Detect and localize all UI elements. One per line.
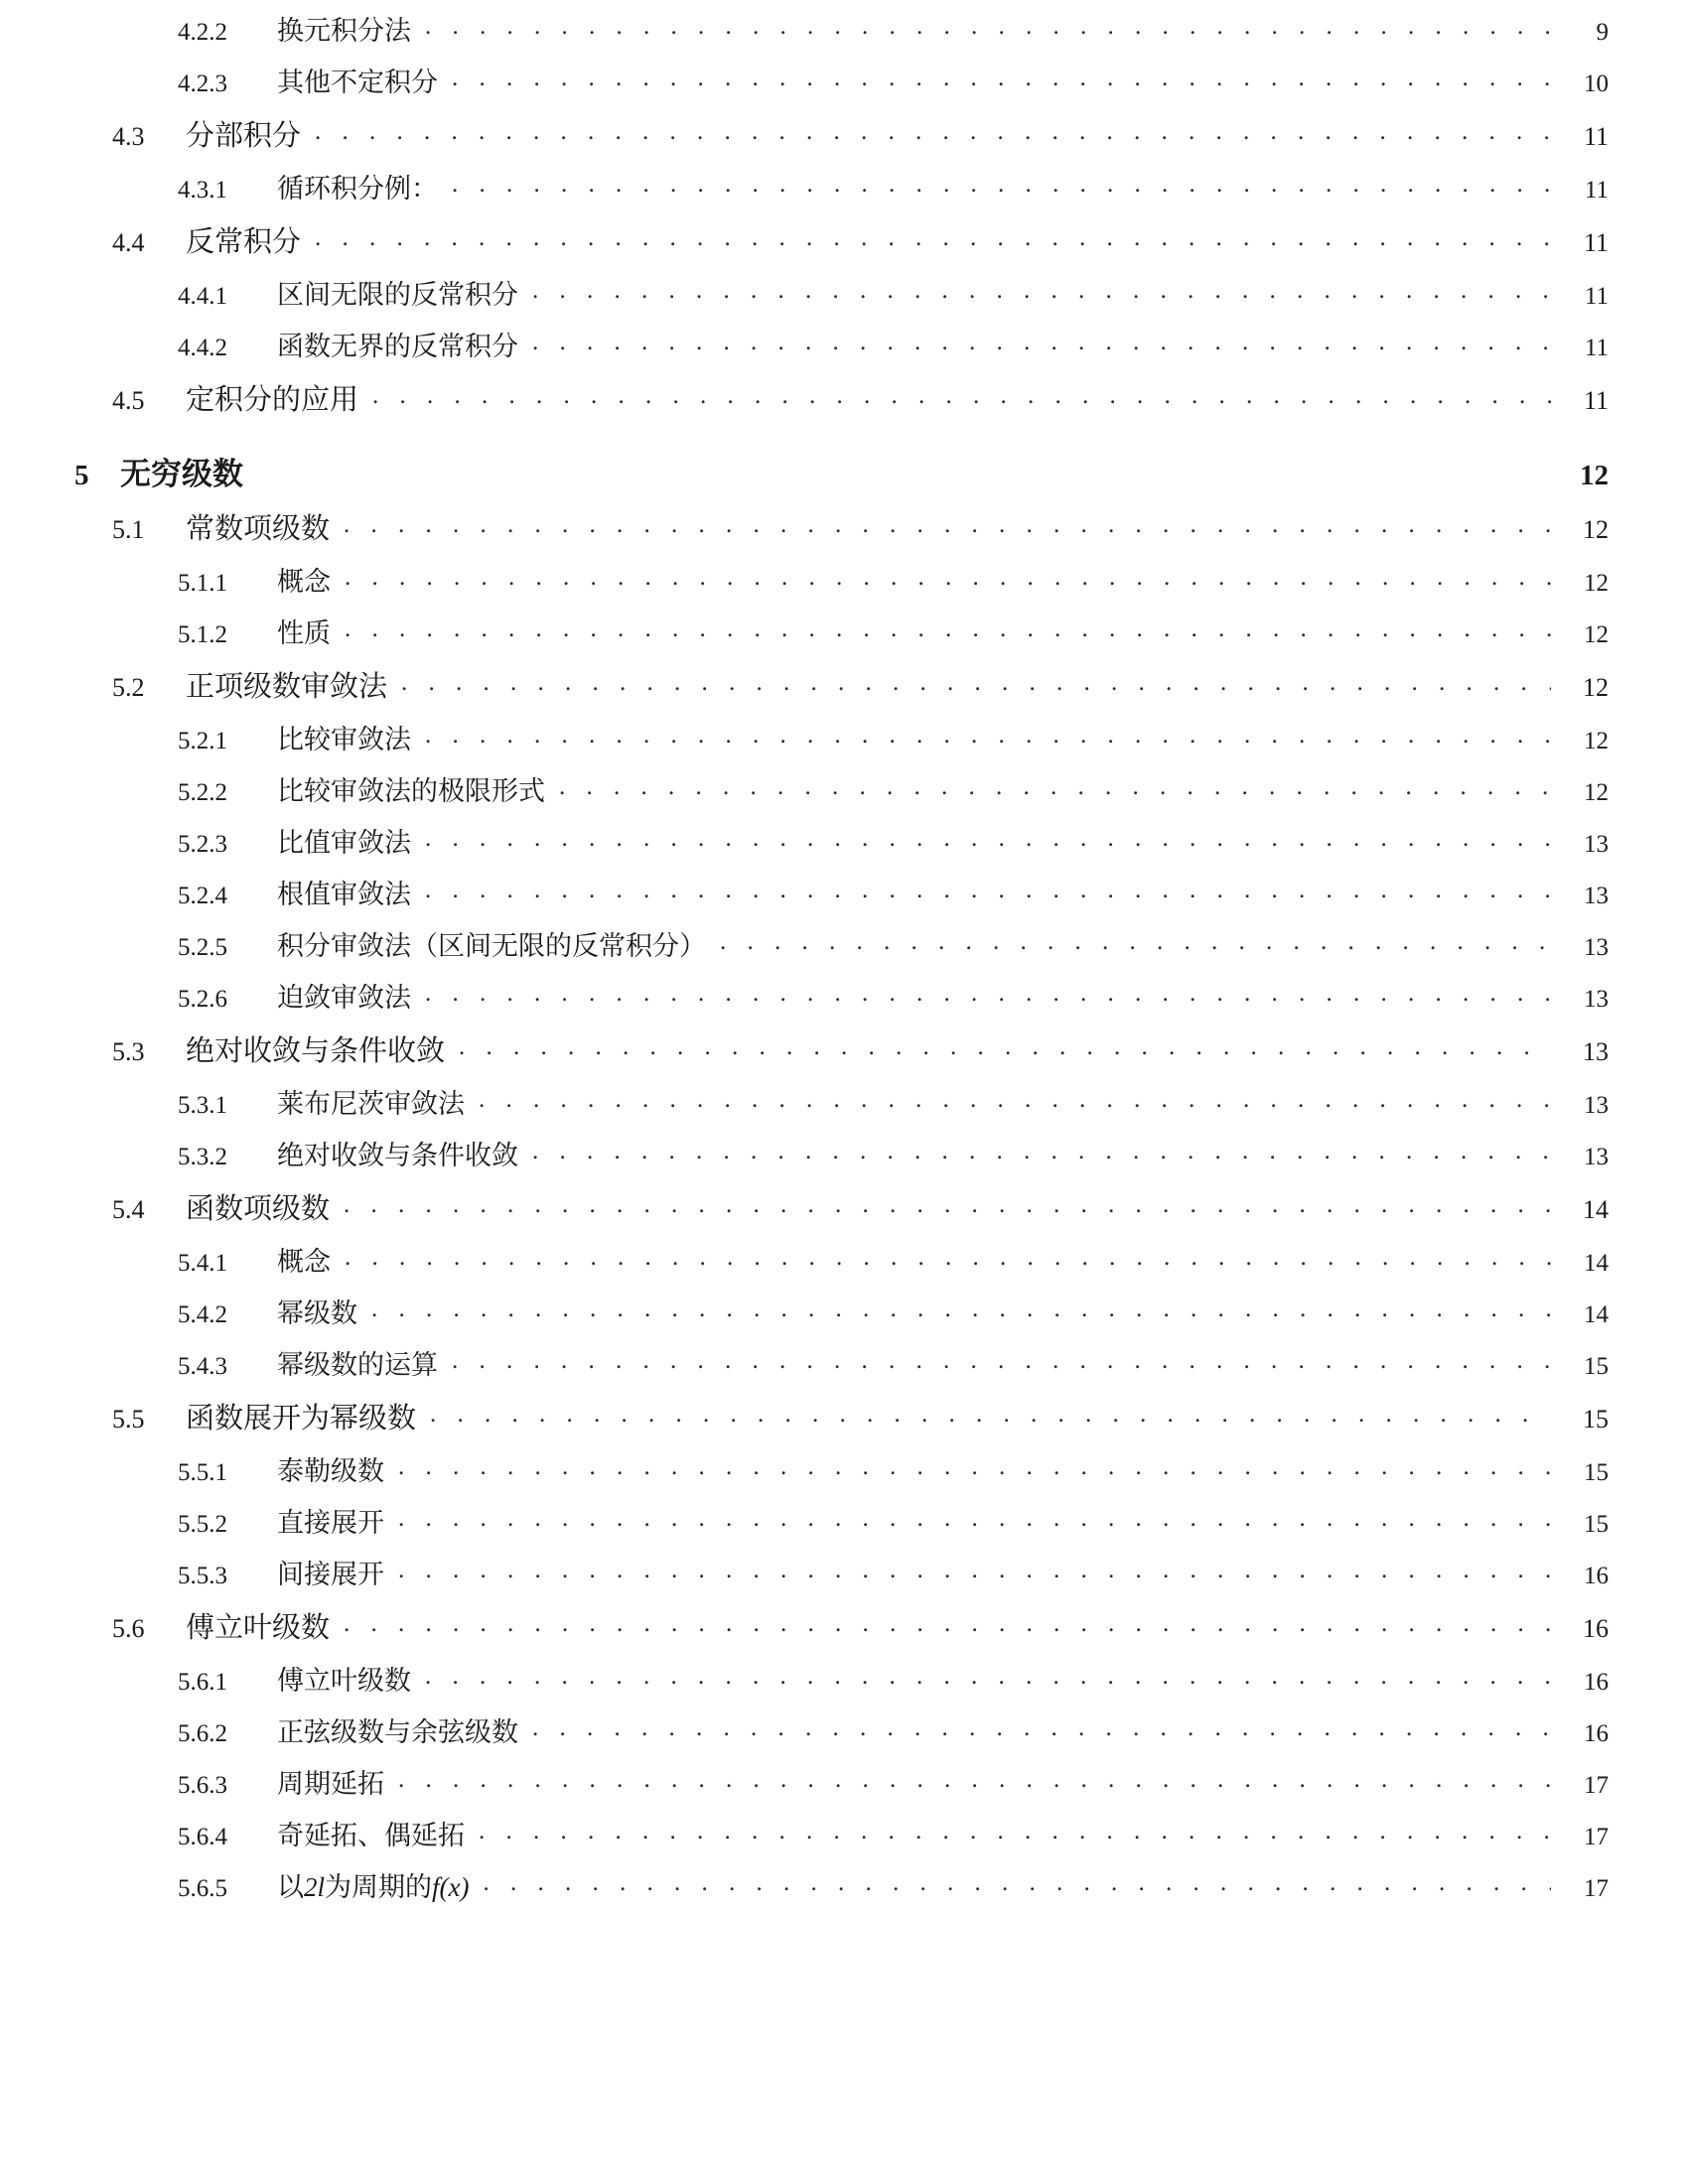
toc-entry-title: 奇延拓、偶延拓 bbox=[277, 1821, 465, 1850]
toc-entry-title: 比值审敛法 bbox=[277, 828, 411, 858]
toc-entry-page-number: 11 bbox=[1584, 283, 1609, 310]
toc-entry-title: 正项级数审敛法 bbox=[186, 671, 388, 703]
toc-dot-leader bbox=[452, 172, 1551, 198]
toc-entry-number: 5.5 bbox=[112, 1405, 145, 1433]
toc-entry-page-number: 17 bbox=[1584, 1875, 1609, 1902]
toc-dot-leader bbox=[452, 66, 1551, 91]
toc-entry-number: 5.4 bbox=[112, 1195, 145, 1224]
toc-entry-5-2-6[interactable] bbox=[74, 981, 1609, 1012]
toc-entry-page-number: 11 bbox=[1583, 122, 1609, 151]
toc-entry-title: 比较审敛法 bbox=[277, 725, 411, 754]
toc-entry-number: 4.2.2 bbox=[178, 19, 227, 46]
toc-entry-title: 间接展开 bbox=[277, 1560, 384, 1589]
toc-entry-page-number: 13 bbox=[1584, 986, 1609, 1013]
toc-entry-number: 5.2.3 bbox=[178, 831, 227, 858]
toc-dot-leader bbox=[425, 981, 1551, 1007]
toc-dot-leader bbox=[315, 223, 1551, 251]
toc-entry-number: 5.3.2 bbox=[178, 1144, 227, 1170]
toc-entry-title: 莱布尼茨审敛法 bbox=[277, 1089, 465, 1119]
toc-entry-5-2-4[interactable] bbox=[74, 878, 1609, 908]
toc-entry-number: 5.4.3 bbox=[178, 1353, 227, 1380]
toc-entry-5-6-5[interactable] bbox=[74, 1870, 1609, 1901]
toc-dot-leader bbox=[479, 1819, 1551, 1844]
toc-entry-4-3[interactable] bbox=[74, 117, 1609, 151]
toc-entry-5-5-3[interactable] bbox=[74, 1558, 1609, 1588]
toc-entry-page-number: 16 bbox=[1583, 1614, 1609, 1643]
toc-entry-page-number: 12 bbox=[1580, 460, 1609, 491]
toc-entry-number: 5.6.1 bbox=[178, 1669, 227, 1696]
toc-entry-5-2-1[interactable] bbox=[74, 723, 1609, 753]
toc-entry-title: 幂级数的运算 bbox=[277, 1350, 438, 1380]
toc-entry-page-number: 16 bbox=[1584, 1669, 1609, 1696]
toc-dot-leader bbox=[425, 14, 1551, 40]
toc-entry-4-4[interactable] bbox=[74, 223, 1609, 257]
toc-entry-4-2-2[interactable] bbox=[74, 14, 1609, 45]
toc-entry-page-number: 11 bbox=[1583, 228, 1609, 257]
toc-entry-number: 4.5 bbox=[112, 386, 145, 415]
toc-entry-5-5-2[interactable] bbox=[74, 1506, 1609, 1537]
toc-entry-page-number: 13 bbox=[1584, 1092, 1609, 1119]
toc-entry-title: 傅立叶级数 bbox=[277, 1666, 411, 1696]
toc-entry-number: 5.6.4 bbox=[178, 1824, 227, 1850]
toc-entry-5-6-3[interactable] bbox=[74, 1767, 1609, 1798]
toc-entry-5-5-1[interactable] bbox=[74, 1454, 1609, 1485]
toc-entry-page-number: 12 bbox=[1584, 779, 1609, 806]
toc-dot-leader bbox=[345, 616, 1551, 642]
toc-entry-title: 傅立叶级数 bbox=[186, 1612, 331, 1644]
toc-entry-page-number: 12 bbox=[1583, 515, 1609, 544]
toc-dot-leader bbox=[479, 1087, 1551, 1113]
toc-entry-title: 正弦级数与余弦级数 bbox=[277, 1717, 518, 1747]
toc-dot-leader bbox=[398, 1454, 1551, 1480]
toc-dot-leader bbox=[425, 723, 1551, 749]
toc-entry-page-number: 14 bbox=[1584, 1250, 1609, 1277]
toc-entry-4-5[interactable] bbox=[74, 381, 1609, 415]
toc-dot-leader bbox=[559, 774, 1551, 800]
toc-dot-leader bbox=[398, 1558, 1551, 1583]
toc-entry-number: 4.3.1 bbox=[178, 177, 227, 204]
toc-entry-title: 幂级数 bbox=[277, 1298, 357, 1328]
toc-entry-title: 概念 bbox=[277, 1247, 331, 1277]
toc-dot-leader bbox=[372, 381, 1551, 409]
toc-entry-title: 绝对收敛与条件收敛 bbox=[186, 1035, 446, 1067]
toc-entry-5-4-2[interactable] bbox=[74, 1297, 1609, 1327]
toc-entry-number: 5.6.3 bbox=[178, 1772, 227, 1799]
toc-entry-number: 5.5.1 bbox=[178, 1459, 227, 1486]
toc-entry-page-number: 13 bbox=[1583, 1037, 1609, 1066]
toc-entry-page-number: 13 bbox=[1584, 831, 1609, 858]
toc-entry-5-1-1[interactable] bbox=[74, 565, 1609, 596]
toc-entry-page-number: 15 bbox=[1584, 1353, 1609, 1380]
toc-entry-page-number: 12 bbox=[1584, 570, 1609, 597]
toc-entry-number: 5.2.6 bbox=[178, 986, 227, 1013]
toc-entry-page-number: 15 bbox=[1584, 1459, 1609, 1486]
toc-entry-page-number: 9 bbox=[1596, 19, 1609, 46]
toc-entry-page-number: 14 bbox=[1584, 1301, 1609, 1328]
toc-entry-number: 5.2.4 bbox=[178, 883, 227, 909]
toc-entry-number: 4.3 bbox=[112, 122, 145, 151]
toc-entry-number: 5.6 bbox=[112, 1614, 145, 1643]
toc-entry-page-number: 17 bbox=[1584, 1772, 1609, 1799]
toc-entry-5-6-4[interactable] bbox=[74, 1819, 1609, 1849]
toc-dot-leader bbox=[483, 1870, 1551, 1896]
toc-dot-leader bbox=[398, 1506, 1551, 1532]
toc-entry-title: 函数无界的反常积分 bbox=[277, 332, 518, 361]
toc-entry-page-number: 11 bbox=[1584, 335, 1609, 361]
toc-entry-number: 5.5.2 bbox=[178, 1511, 227, 1538]
toc-entry-5-6-1[interactable] bbox=[74, 1664, 1609, 1695]
toc-entry-title: 迫敛审敛法 bbox=[277, 983, 411, 1013]
toc-entry-title: 性质 bbox=[277, 618, 331, 648]
toc-entry-number: 4.2.3 bbox=[178, 70, 227, 97]
toc-title-fragment: f(x) bbox=[432, 1872, 470, 1902]
toc-entry-title: 函数展开为幂级数 bbox=[186, 1403, 417, 1434]
toc-entry-page-number: 13 bbox=[1584, 883, 1609, 909]
toc-entry-page-number: 11 bbox=[1584, 177, 1609, 204]
table-of-contents bbox=[74, 14, 1609, 1901]
toc-entry-number: 5.2.1 bbox=[178, 728, 227, 754]
toc-entry-number: 5.2.5 bbox=[178, 934, 227, 961]
toc-entry-number: 5.1.2 bbox=[178, 621, 227, 648]
toc-entry-number: 5.4.1 bbox=[178, 1250, 227, 1277]
toc-title-fragment: 以 bbox=[277, 1872, 304, 1902]
toc-entry-page-number: 12 bbox=[1584, 728, 1609, 754]
toc-entry-5-4-3[interactable] bbox=[74, 1348, 1609, 1379]
toc-dot-leader bbox=[452, 1348, 1551, 1374]
toc-entry-5-4[interactable] bbox=[74, 1190, 1609, 1224]
toc-entry-title: 换元积分法 bbox=[277, 16, 411, 46]
toc-entry-title: 比较审敛法的极限形式 bbox=[277, 776, 545, 806]
toc-dot-leader bbox=[344, 1190, 1551, 1218]
toc-dot-leader bbox=[345, 565, 1551, 591]
toc-entry-page-number: 12 bbox=[1583, 673, 1609, 702]
toc-entry-number: 5.3 bbox=[112, 1037, 145, 1066]
toc-entry-number: 5.1 bbox=[112, 515, 145, 544]
toc-entry-title: 直接展开 bbox=[277, 1508, 384, 1538]
toc-entry-title bbox=[277, 1874, 483, 1901]
toc-entry-number: 5.1.1 bbox=[178, 570, 227, 597]
toc-entry-number: 4.4.2 bbox=[178, 335, 227, 361]
toc-entry-number: 4.4 bbox=[112, 228, 145, 257]
toc-entry-title: 周期延拓 bbox=[277, 1769, 384, 1799]
toc-entry-title: 无穷级数 bbox=[120, 457, 243, 491]
toc-dot-leader bbox=[344, 510, 1551, 538]
toc-entry-number: 5.5.3 bbox=[178, 1563, 227, 1589]
toc-dot-leader bbox=[532, 278, 1551, 304]
toc-entry-title: 反常积分 bbox=[186, 226, 302, 258]
toc-dot-leader bbox=[425, 1664, 1551, 1690]
toc-entry-5-5[interactable] bbox=[74, 1400, 1609, 1433]
toc-dot-leader bbox=[315, 117, 1551, 145]
toc-entry-title: 循环积分例： bbox=[277, 174, 438, 204]
toc-entry-page-number: 15 bbox=[1583, 1405, 1609, 1433]
toc-entry-title: 绝对收敛与条件收敛 bbox=[277, 1141, 518, 1170]
toc-dot-leader bbox=[532, 1715, 1551, 1741]
toc-entry-page-number: 16 bbox=[1584, 1720, 1609, 1747]
toc-entry-5-2[interactable] bbox=[74, 668, 1609, 702]
toc-entry-page-number: 12 bbox=[1584, 621, 1609, 648]
toc-entry-number: 5.6.5 bbox=[178, 1875, 227, 1902]
toc-dot-leader bbox=[425, 878, 1551, 903]
toc-entry-title: 概念 bbox=[277, 567, 331, 597]
toc-entry-title: 区间无限的反常积分 bbox=[277, 280, 518, 310]
toc-entry-page-number: 13 bbox=[1584, 934, 1609, 961]
toc-entry-title: 函数项级数 bbox=[186, 1193, 331, 1225]
toc-entry-page-number: 11 bbox=[1583, 386, 1609, 415]
toc-dot-leader bbox=[344, 1609, 1551, 1637]
toc-title-fragment: 2l bbox=[304, 1872, 326, 1902]
toc-entry-4-2-3[interactable] bbox=[74, 66, 1609, 96]
toc-dot-leader bbox=[401, 668, 1551, 696]
toc-dot-leader bbox=[345, 1245, 1551, 1271]
toc-entry-4-4-2[interactable] bbox=[74, 330, 1609, 360]
toc-entry-5[interactable] bbox=[74, 455, 1609, 490]
toc-entry-title: 分部积分 bbox=[186, 120, 302, 152]
toc-entry-5-2-3[interactable] bbox=[74, 826, 1609, 857]
toc-entry-number: 5 bbox=[74, 460, 89, 491]
toc-entry-5-6-2[interactable] bbox=[74, 1715, 1609, 1746]
toc-entry-5-1-2[interactable] bbox=[74, 616, 1609, 647]
toc-dot-leader bbox=[398, 1767, 1551, 1793]
toc-dot-leader bbox=[425, 826, 1551, 852]
toc-dot-leader bbox=[459, 1032, 1551, 1060]
toc-entry-5-4-1[interactable] bbox=[74, 1245, 1609, 1276]
toc-entry-page-number: 13 bbox=[1584, 1144, 1609, 1170]
toc-entry-title: 其他不定积分 bbox=[277, 68, 438, 97]
toc-entry-number: 5.2 bbox=[112, 673, 145, 702]
toc-dot-leader bbox=[243, 455, 1551, 484]
toc-entry-title: 定积分的应用 bbox=[186, 384, 359, 416]
toc-entry-number: 5.6.2 bbox=[178, 1720, 227, 1747]
toc-entry-5-3-2[interactable] bbox=[74, 1139, 1609, 1169]
toc-title-fragment: 为周期的 bbox=[325, 1872, 433, 1902]
toc-entry-page-number: 16 bbox=[1584, 1563, 1609, 1589]
toc-dot-leader bbox=[532, 330, 1551, 355]
toc-dot-leader bbox=[430, 1400, 1551, 1428]
toc-entry-5-1[interactable] bbox=[74, 510, 1609, 544]
toc-entry-page-number: 10 bbox=[1584, 70, 1609, 97]
toc-entry-title: 常数项级数 bbox=[186, 513, 331, 545]
toc-entry-number: 5.2.2 bbox=[178, 779, 227, 806]
toc-entry-5-2-2[interactable] bbox=[74, 774, 1609, 805]
toc-entry-5-3-1[interactable] bbox=[74, 1087, 1609, 1118]
toc-entry-page-number: 15 bbox=[1584, 1511, 1609, 1538]
toc-dot-leader bbox=[371, 1297, 1551, 1322]
toc-entry-number: 5.4.2 bbox=[178, 1301, 227, 1328]
toc-entry-title: 积分审敛法（区间无限的反常积分） bbox=[277, 931, 706, 961]
toc-entry-page-number: 17 bbox=[1584, 1824, 1609, 1850]
toc-dot-leader bbox=[532, 1139, 1551, 1164]
toc-entry-4-3-1[interactable] bbox=[74, 172, 1609, 203]
toc-entry-page-number: 14 bbox=[1583, 1195, 1609, 1224]
toc-dot-leader bbox=[720, 929, 1551, 955]
toc-entry-5-3[interactable] bbox=[74, 1032, 1609, 1066]
toc-entry-5-6[interactable] bbox=[74, 1609, 1609, 1643]
toc-entry-title: 泰勒级数 bbox=[277, 1456, 384, 1486]
toc-entry-4-4-1[interactable] bbox=[74, 278, 1609, 309]
toc-entry-title: 根值审敛法 bbox=[277, 880, 411, 909]
toc-entry-5-2-5[interactable] bbox=[74, 929, 1609, 960]
toc-entry-number: 5.3.1 bbox=[178, 1092, 227, 1119]
toc-entry-number: 4.4.1 bbox=[178, 283, 227, 310]
